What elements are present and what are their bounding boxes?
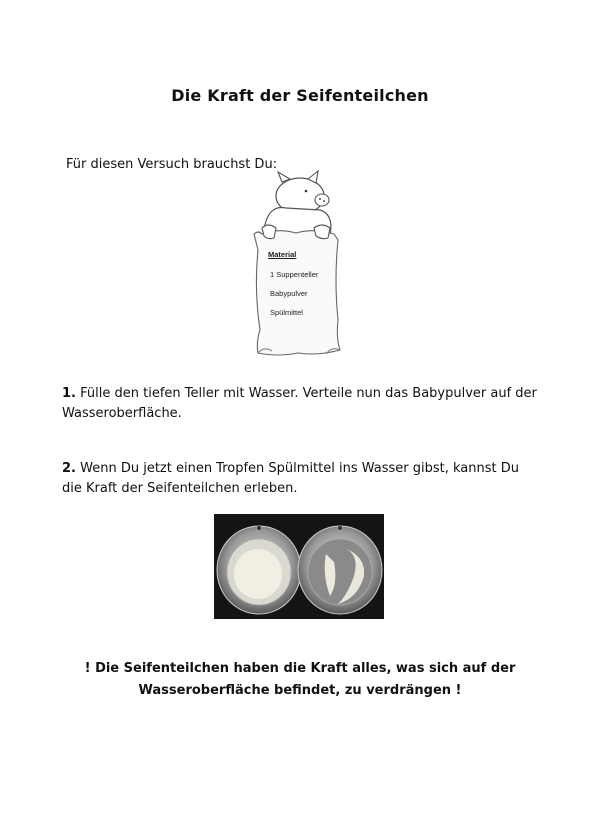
step-text: Wenn Du jetzt einen Tropfen Spülmittel ins Wasser gibst, kannst Du die Kraft der Seifenteilchen erleben.: [62, 461, 520, 496]
step-1: [62, 384, 542, 424]
material-item: Spülmittel: [270, 308, 303, 317]
intro-text: Für diesen Versuch brauchst Du:: [66, 157, 278, 172]
pig-holding-scroll-icon: [238, 170, 358, 365]
material-heading: Material: [268, 250, 297, 259]
step-2: [62, 459, 542, 499]
step-number: 2.: [62, 461, 76, 476]
step-number: 1.: [62, 386, 76, 401]
page-title: Die Kraft der Seifenteilchen: [171, 86, 429, 105]
material-item: 1 Suppenteller: [270, 270, 319, 279]
material-item: Babypulver: [270, 289, 308, 298]
step-text: Fülle den tiefen Teller mit Wasser. Verteile nun das Babypulver auf der Wasseroberfläche.: [62, 386, 537, 421]
material-illustration: [238, 170, 358, 365]
conclusion-text: ! Die Seifenteilchen haben die Kraft alles, was sich auf der Wasseroberfläche befindet, zu verdrängen !: [84, 661, 516, 698]
experiment-photo: [214, 514, 384, 619]
two-plates-photo-icon: [214, 514, 384, 619]
